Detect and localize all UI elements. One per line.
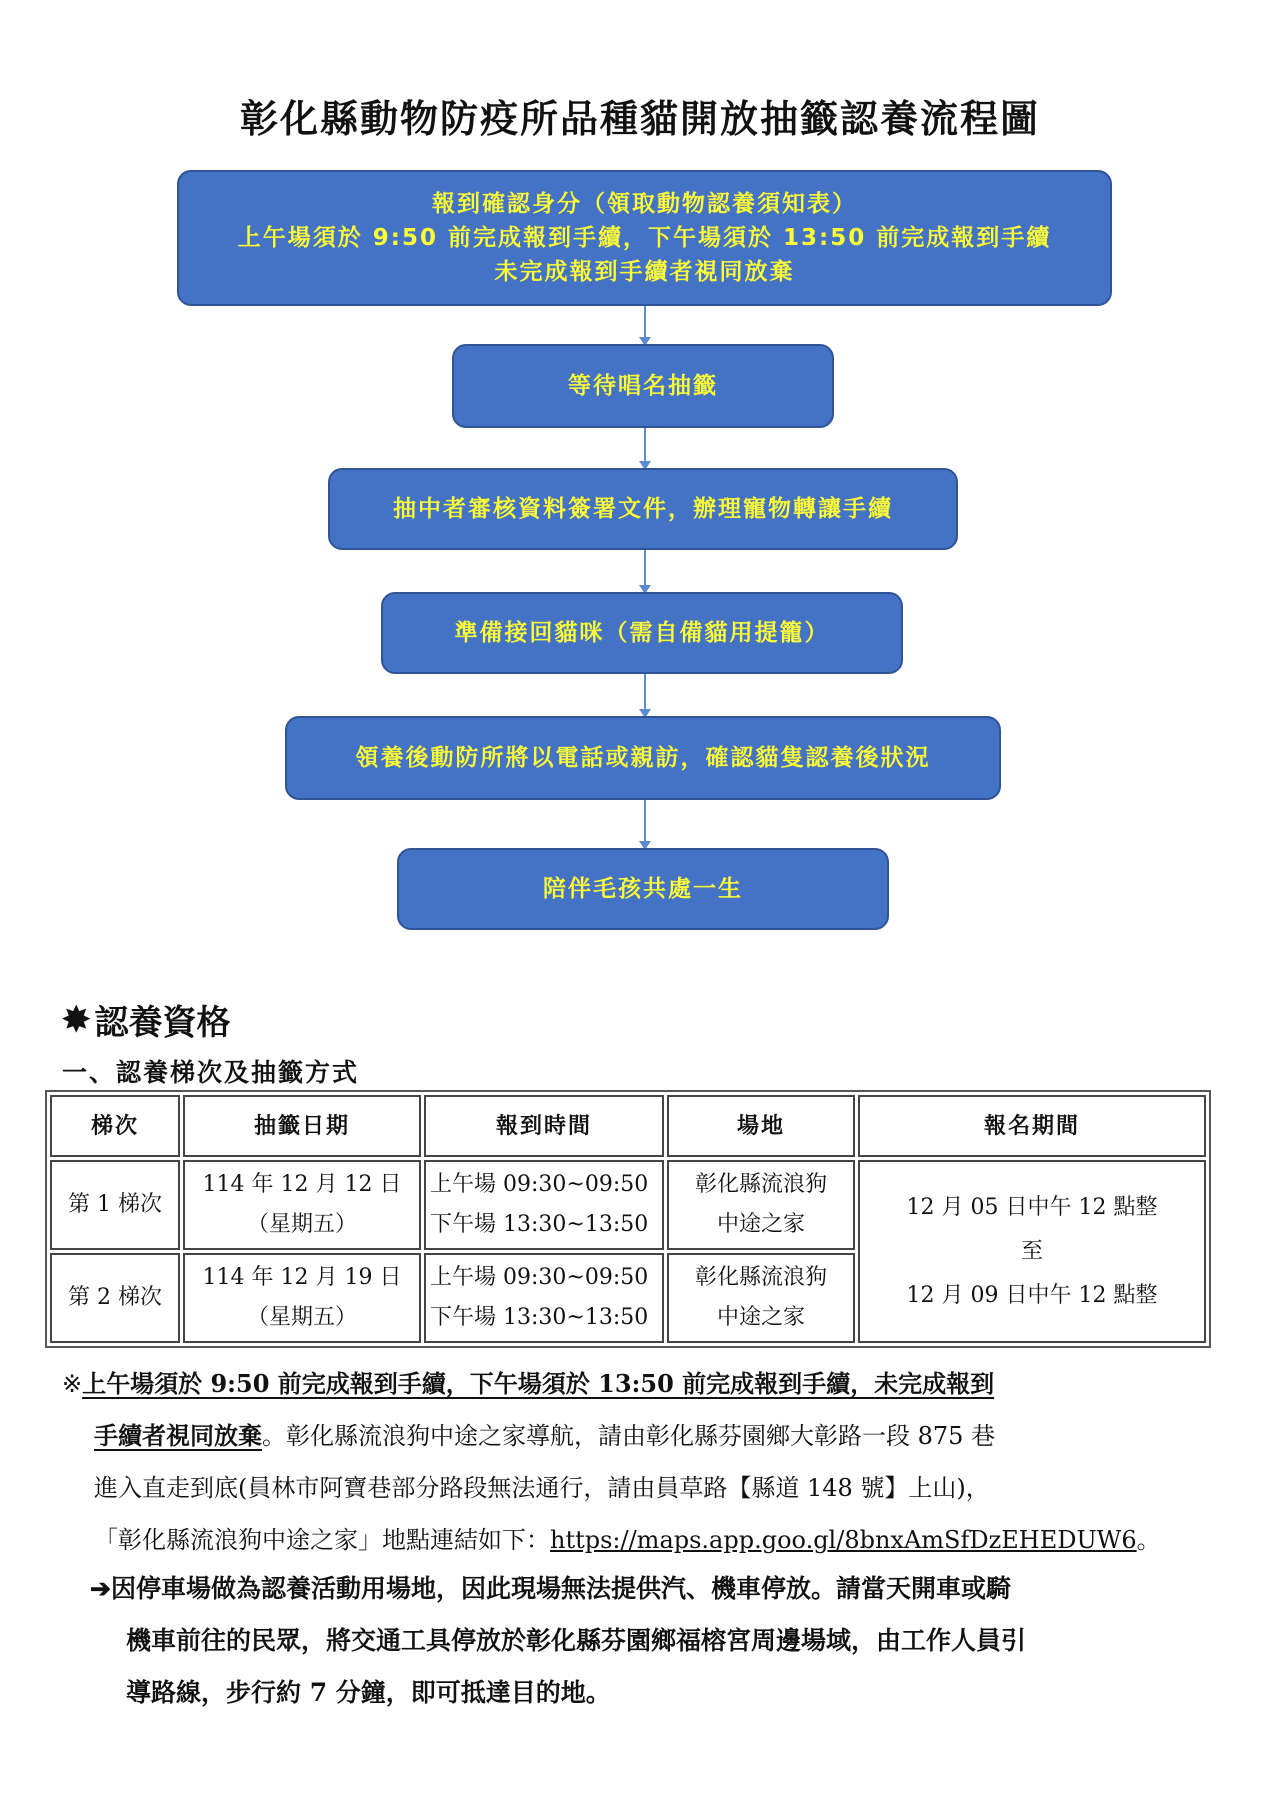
header-batch: 梯次 [50,1095,180,1157]
note-emphasis: 手續者視同放棄 [94,1421,262,1450]
star-icon: ✸ [62,999,91,1040]
batch-cell: 第 2 梯次 [50,1253,180,1343]
venue-line: 中途之家 [716,1212,805,1237]
header-draw-date: 抽籤日期 [183,1095,421,1157]
registration-period-cell [858,1160,1206,1343]
flow-step-review-documents [328,468,958,550]
sub-heading: 一、認養梯次及抽籤方式 [62,1058,360,1087]
flow-step-text: 陪伴毛孩共處一生 [543,876,743,902]
venue-line: 中途之家 [716,1305,805,1330]
draw-date-cell [183,1160,421,1250]
note-text: 。彰化縣流浪狗中途之家導航，請由彰化縣芬園鄉大彰路一段 875 巷 [262,1422,996,1450]
flow-arrow [644,428,646,468]
draw-date-cell [183,1253,421,1343]
note-emphasis: 上午場須於 9:50 前完成報到手續，下午場須於 13:50 前完成報到手續，未完成報到 [82,1369,995,1398]
table-row [50,1160,1206,1250]
flow-step-prepare-pickup [381,592,903,674]
draw-weekday: （星期五） [246,1212,357,1237]
draw-weekday: （星期五） [246,1305,357,1330]
header-checkin-time: 報到時間 [424,1095,664,1157]
section-heading [62,995,231,1044]
map-link[interactable]: https://maps.app.goo.gl/8bnxAmSfDzEHEDUW6 [550,1526,1137,1554]
header-registration-period: 報名期間 [858,1095,1206,1157]
note-line [62,1410,1222,1462]
am-session: 上午場 09:30~09:50 [430,1172,649,1197]
checkin-time-cell [424,1253,664,1343]
registration-start: 12 月 05 日中午 12 點整 [906,1194,1158,1220]
note-line: 進入直走到底(員林市阿寶巷部分路段無法通行，請由員草路【縣道 148 號】上山)， [94,1474,990,1502]
parking-line: 機車前往的民眾，將交通工具停放於彰化縣芬園鄉福榕宮周邊場域，由工作人員引 [126,1626,1027,1655]
flow-step-text: 領養後動防所將以電話或親訪，確認貓隻認養後狀況 [355,745,931,771]
parking-note [90,1563,1220,1719]
flow-step-text: 上午場須於 9:50 前完成報到手續，下午場須於 13:50 前完成報到手續 [237,225,1052,251]
flow-arrow [644,306,646,344]
table-header-row [50,1095,1206,1157]
flow-arrow [644,550,646,592]
flow-step-text: 準備接回貓咪（需自備貓用提籠） [454,620,830,646]
flow-step-checkin [177,170,1112,306]
draw-date: 114 年 12 月 12 日 [202,1172,402,1197]
parking-text: 因停車場做為認養活動用場地，因此現場無法提供汽、機車停放。請當天開車或騎 [110,1574,1011,1603]
venue-cell [667,1253,855,1343]
parking-line: 導路線，步行約 7 分鐘，即可抵達目的地。 [126,1678,611,1707]
venue-line: 彰化縣流浪狗 [694,1172,827,1197]
checkin-time-cell [424,1160,664,1250]
flow-arrow [644,674,646,716]
pm-session: 下午場 13:30~13:50 [430,1305,649,1330]
flow-step-text: 報到確認身分（領取動物認養須知表） [432,191,857,217]
flow-step-followup [285,716,1001,800]
am-session: 上午場 09:30~09:50 [430,1265,649,1290]
header-venue: 場地 [667,1095,855,1157]
pm-session: 下午場 13:30~13:50 [430,1212,649,1237]
flow-arrow [644,800,646,848]
section-heading-text: 認養資格 [94,1003,231,1043]
note-text: 「彰化縣流浪狗中途之家」地點連結如下： [94,1526,550,1554]
reference-mark-icon: ※ [62,1370,83,1398]
note-text: 。 [1136,1526,1161,1554]
venue-line: 彰化縣流浪狗 [694,1265,827,1290]
note-line [62,1514,1222,1566]
draw-date: 114 年 12 月 19 日 [202,1265,402,1290]
batch-cell: 第 1 梯次 [50,1160,180,1250]
schedule-table [45,1090,1211,1348]
flow-step-text: 抽中者審核資料簽署文件，辦理寵物轉讓手續 [393,496,893,522]
venue-cell [667,1160,855,1250]
registration-to: 至 [1020,1238,1043,1264]
page-title: 彰化縣動物防疫所品種貓開放抽籤認養流程圖 [239,97,1040,141]
checkin-note [62,1358,1222,1566]
flow-step-text: 未完成報到手續者視同放棄 [494,259,795,285]
flow-step-text: 等待唱名抽籤 [568,373,718,399]
flow-step-wait-draw [452,344,834,428]
registration-end: 12 月 09 日中午 12 點整 [906,1282,1158,1308]
flow-step-lifelong [397,848,889,930]
arrow-right-icon: ➔ [90,1574,111,1603]
